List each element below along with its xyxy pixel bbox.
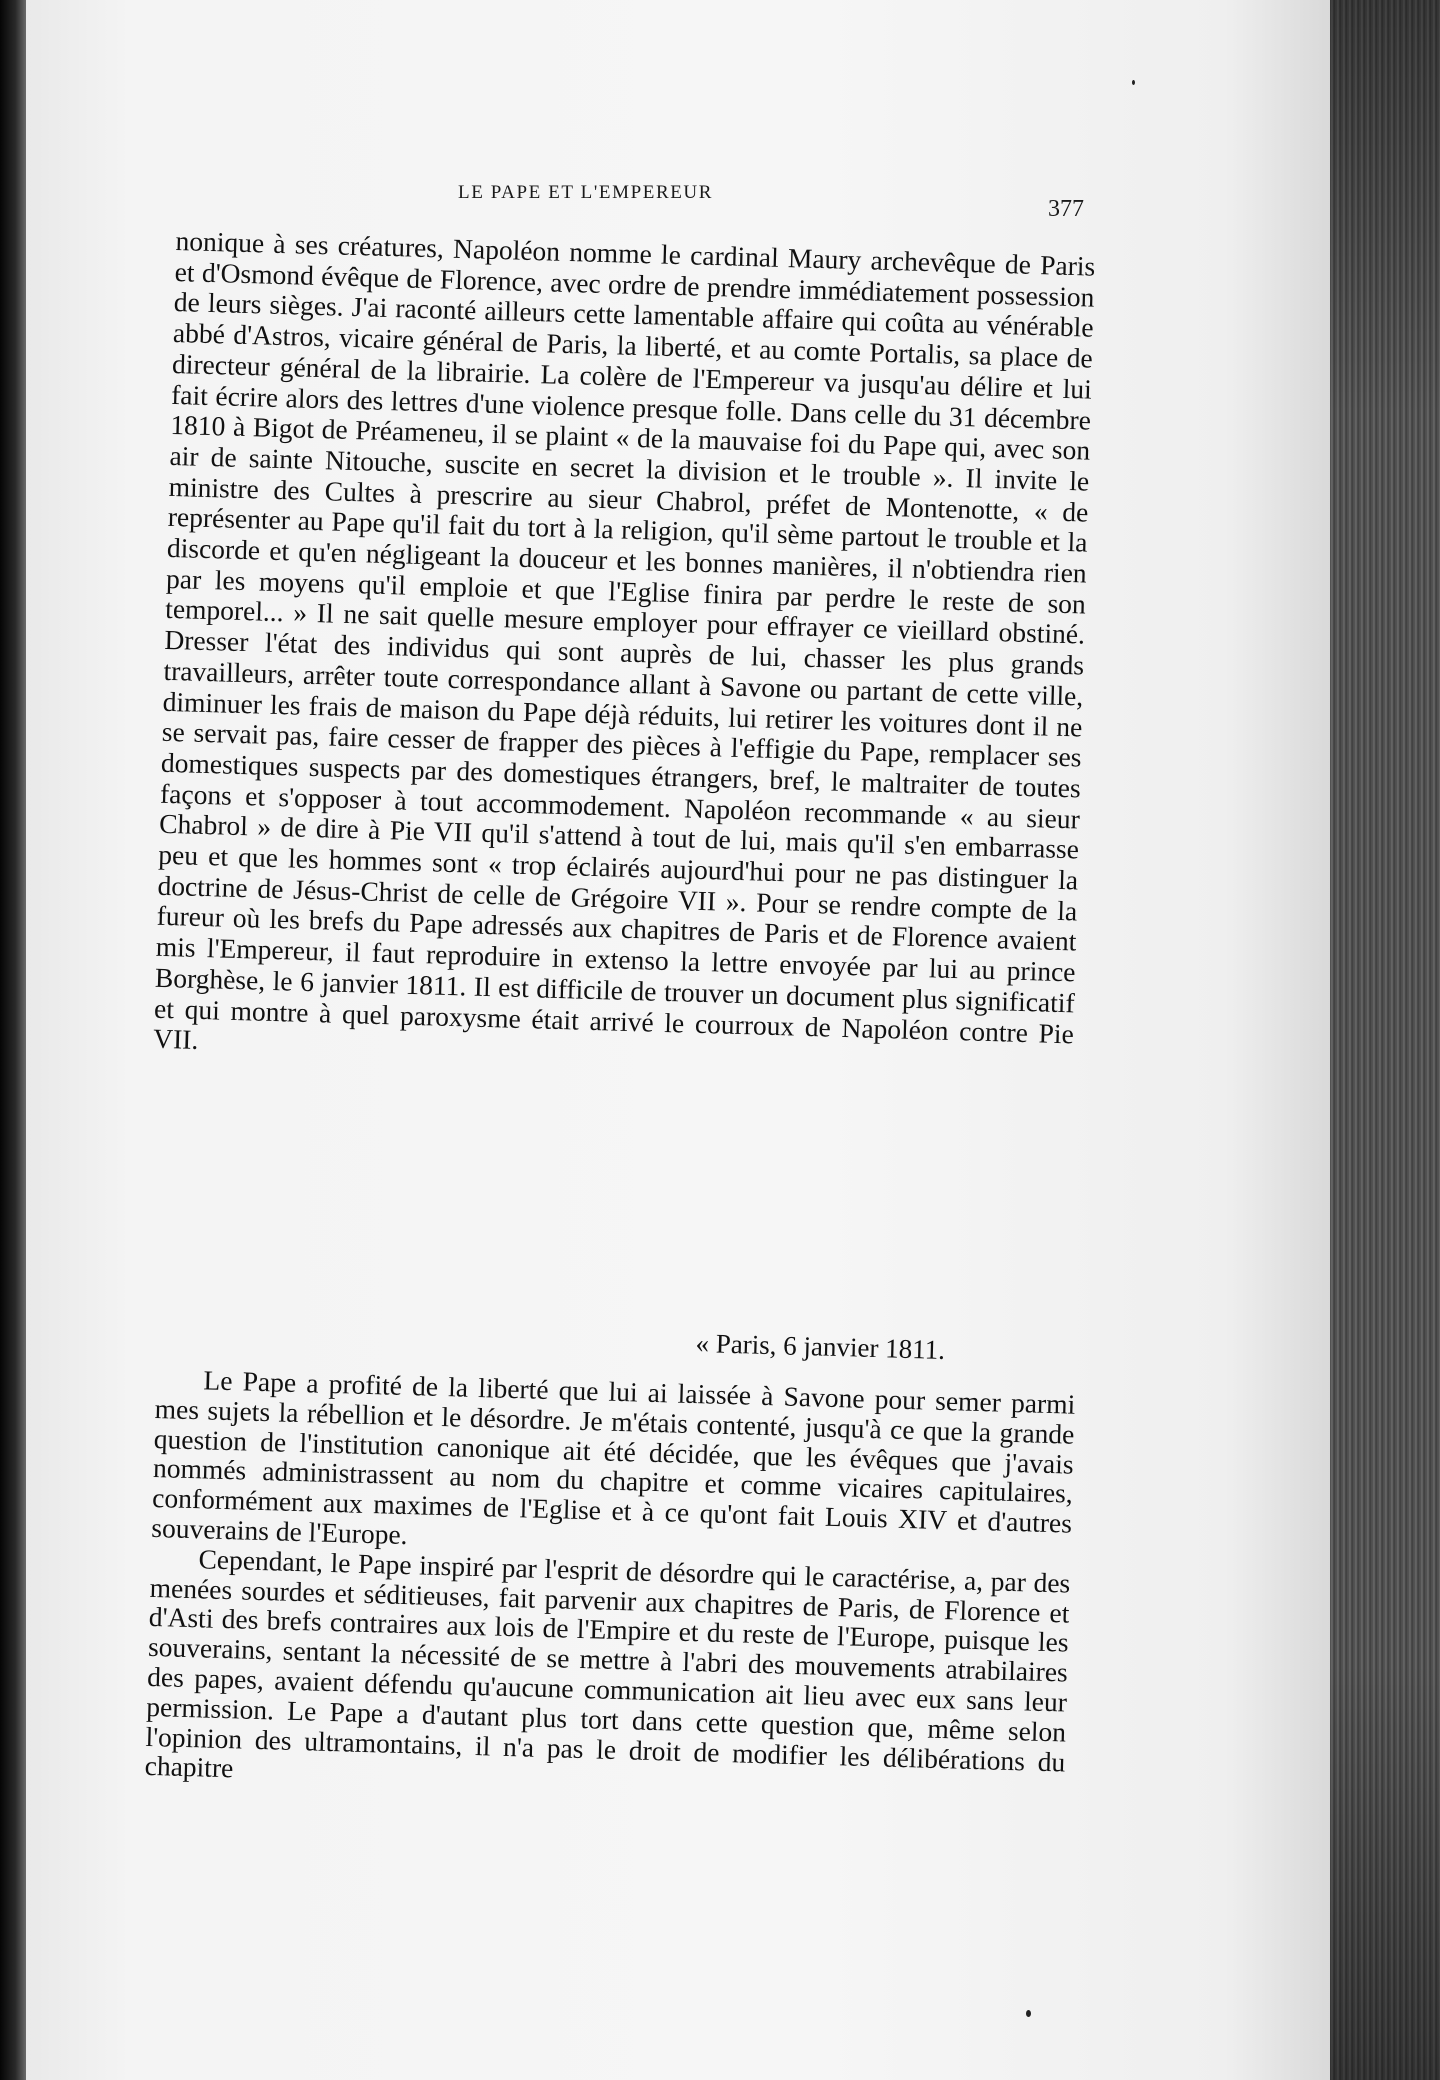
letter-body xyxy=(144,1364,1075,1807)
body-paragraph: nonique à ses créatures, Napoléon nomme le cardinal Maury archevêque de Paris et d'Osmond évêque de Florence, avec ordre de prendre immédiatement possession de leurs sièges. J'ai raconté ailleurs cette lamentable affaire qui coûta au vénérable abbé d'Astros, vicaire général de Paris, la liberté, et au comte Portalis, sa place de directeur général de la librairie. La colère de l'Empereur va jusqu'au délire et lui fait écrire alors des lettres d'une violence presque folle. Dans celle du 31 décembre 1810 à Bigot de Préameneu, il se plaint « de la mauvaise foi du Pape qui, avec son air de sainte Nitouche, suscite en secret la division et le trouble ». Il invite le ministre des Cultes à prescrire au sieur Chabrol, préfet de Montenotte, « de représenter au Pape qu'il fait du tort à la religion, qu'il sème partout le trouble et la discorde et qu'en négligeant la douceur et les bonnes manières, il n'obtiendra rien par les moyens qu'il emploie et que l'Eglise finira par perdre le reste de son temporel... » Il ne sait quelle mesure employer pour effrayer ce vieillard obstiné. Dresser l'état des individus qui sont auprès de lui, chasser les plus grands travailleurs, arrêter toute correspondance allant à Savone ou partant de cette ville, diminuer les frais de maison du Pape déjà réduits, lui retirer les voitures dont il ne se servait pas, faire cesser de frapper des pièces à l'effigie du Pape, remplacer ses domestiques suspects par des domestiques étrangers, bref, le maltraiter de toutes façons et s'opposer à tout accommodement. Napoléon recommande « au sieur Chabrol » de dire à Pie VII qu'il s'attend à tout de lui, mais qu'il s'en embarrasse peu et que les hommes sont « trop éclairés aujourd'hui pour ne pas distinguer la doctrine de Jésus-Christ de celle de Grégoire VII ». Pour se rendre compte de la fureur où les brefs du Pape adressés aux chapitres de Paris et de Florence avaient mis l'Empereur, il faut reproduire in extenso la lettre envoyée par lui au prince Borghèse, le 6 janvier 1811. Il est difficile de trouver un document plus significatif et qui montre à quel paroxysme était arrivé le courroux de Napoléon contre Pie VII. xyxy=(152,225,1096,1056)
letter-paragraph: Cependant, le Pape inspiré par l'esprit de désordre qui le caractérise, a, par des menées sourdes et séditieuses, fait parvenir aux chapitres de Paris, de Florence et d'Asti des brefs contraires aux lois de l'Empire et du reste de l'Europe, puisque les souverains, sentant la nécessité de se mettre à l'abri des mouvements atrabilaires des papes, avaient défendu qu'aucune communication ait lieu avec eux sans leur permission. Le Pape a d'autant plus tort dans cette question que, même selon l'opinion des ultramontains, il n'a pas le droit de modifier les délibérations du chapitre xyxy=(144,1543,1071,1784)
ink-speck xyxy=(1132,80,1135,85)
page-edges xyxy=(1330,0,1440,2080)
running-head: LE PAPE ET L'EMPEREUR xyxy=(458,182,714,203)
book-gutter-shadow xyxy=(0,0,26,2080)
page-number: 377 xyxy=(1048,196,1084,222)
ink-speck xyxy=(1026,2010,1031,2017)
letter-paragraph: Le Pape a profité de la liberté que lui ai laissée à Savone pour semer parmi mes sujets la rébellion et le désordre. Je m'étais contenté, jusqu'à ce que la grande question de l'institution canonique ait été décidée, que les évêques que j'avais nommés administrassent au nom du chapitre et comme vicaires capitulaires, conformément aux maximes de l'Eglise et à ce qu'ont fait Louis XIV et d'autres souverains de l'Europe. xyxy=(151,1364,1076,1551)
letter-dateline: « Paris, 6 janvier 1811. xyxy=(695,1328,946,1365)
